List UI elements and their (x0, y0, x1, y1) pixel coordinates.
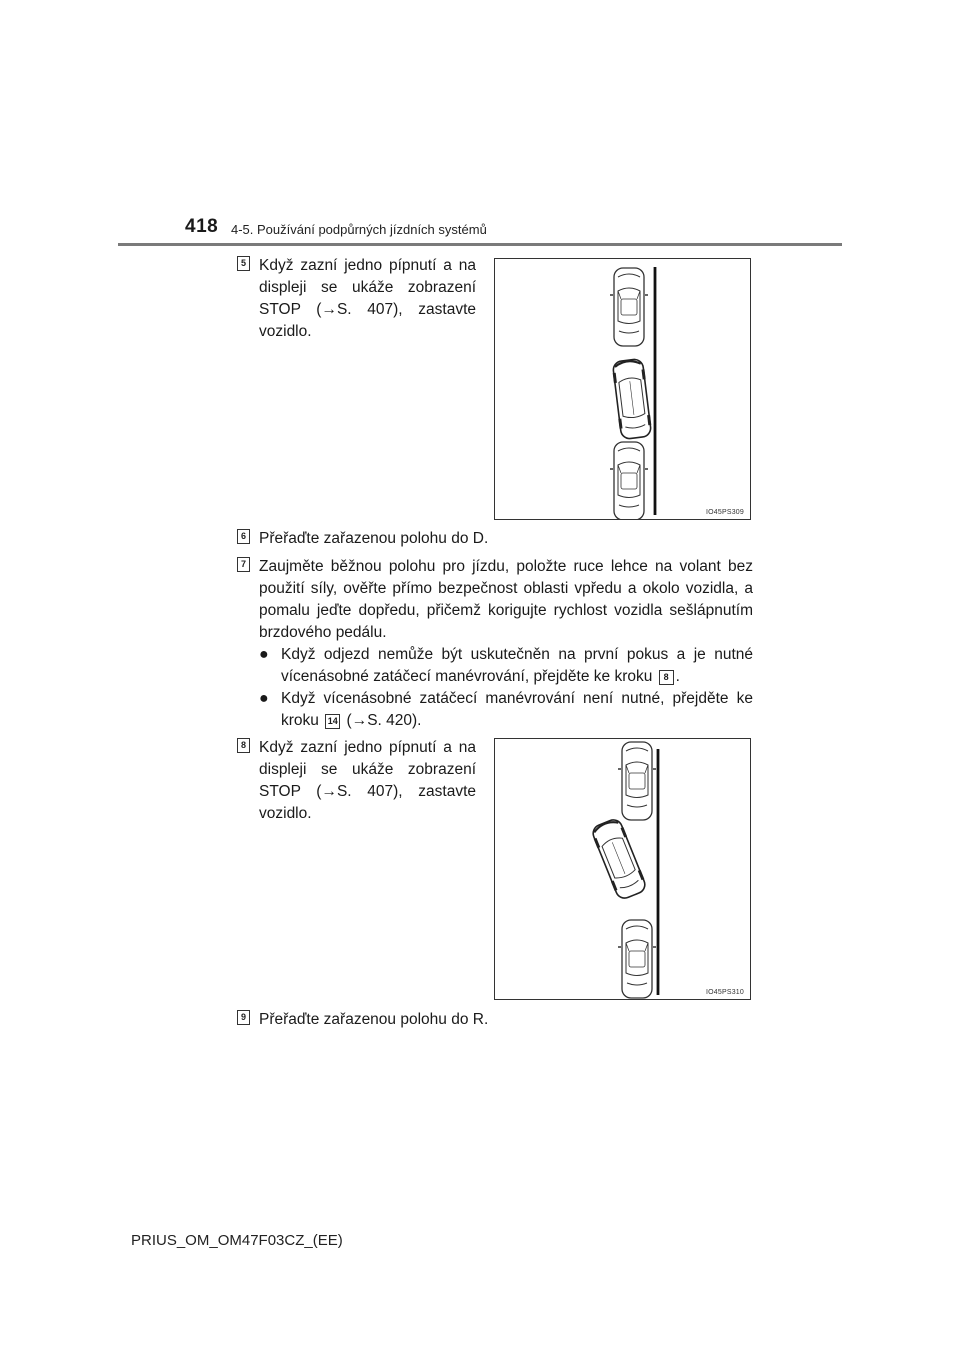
document-code: PRIUS_OM_OM47F03CZ_(EE) (131, 1232, 343, 1249)
step-number-5: 5 (237, 256, 250, 271)
bullet-1-text: Když odjezd nemůže být uskutečněn na první pokus a je nutné vícenásobné zatáčecí manévrování, přejděte ke kroku (281, 646, 753, 685)
header-divider (118, 243, 842, 246)
step-7-bullet-2 (259, 688, 753, 732)
figure-code-1: IO45PS309 (706, 509, 744, 516)
step-9-text: Přeřaďte zařazenou polohu do R. (259, 1011, 489, 1028)
page-number: 418 (185, 216, 219, 237)
step-ref-8: 8 (659, 670, 674, 685)
step-number-7: 7 (237, 557, 250, 572)
step-number-8: 8 (237, 738, 250, 753)
step-7-bullet-1 (259, 644, 753, 688)
parking-diagram-2 (495, 739, 750, 999)
step-number-6: 6 (237, 529, 250, 544)
bullet-1-end: . (675, 668, 680, 685)
bullet-icon: ● (259, 646, 269, 663)
figure-parking-1 (494, 258, 751, 520)
step-ref-14: 14 (325, 714, 340, 729)
step-8-text: Když zazní jedno pípnutí a na displeji se ukáže zobrazení STOP (→S. 407), zastavte vozidlo. (259, 739, 476, 822)
figure-parking-2 (494, 738, 751, 1000)
bullet-icon: ● (259, 690, 269, 707)
section-title: 4-5. Používání podpůrných jízdních systémů (231, 222, 487, 237)
figure-code-2: IO45PS310 (706, 989, 744, 996)
step-number-9: 9 (237, 1010, 250, 1025)
step-5-text: Když zazní jedno pípnutí a na displeji se ukáže zobrazení STOP (→S. 407), zastavte vozidlo. (259, 257, 476, 340)
step-6-text: Přeřaďte zařazenou polohu do D. (259, 530, 489, 547)
bullet-2-end: (→S. 420). (346, 712, 422, 729)
step-7-text: Zaujměte běžnou polohu pro jízdu, položte ruce lehce na volant bez použití síly, ověřte přímo bezpečnost oblasti vpředu a okolo vozidla, a pomalu jeďte dopředu, přičemž korigujte rychlost vozidla sešlápnutím brzdového pedálu. (259, 558, 753, 641)
parking-diagram-1 (495, 259, 750, 519)
bullet-2-text: Když vícenásobné zatáčecí manévrování není nutné, přejděte ke kroku (281, 690, 753, 729)
